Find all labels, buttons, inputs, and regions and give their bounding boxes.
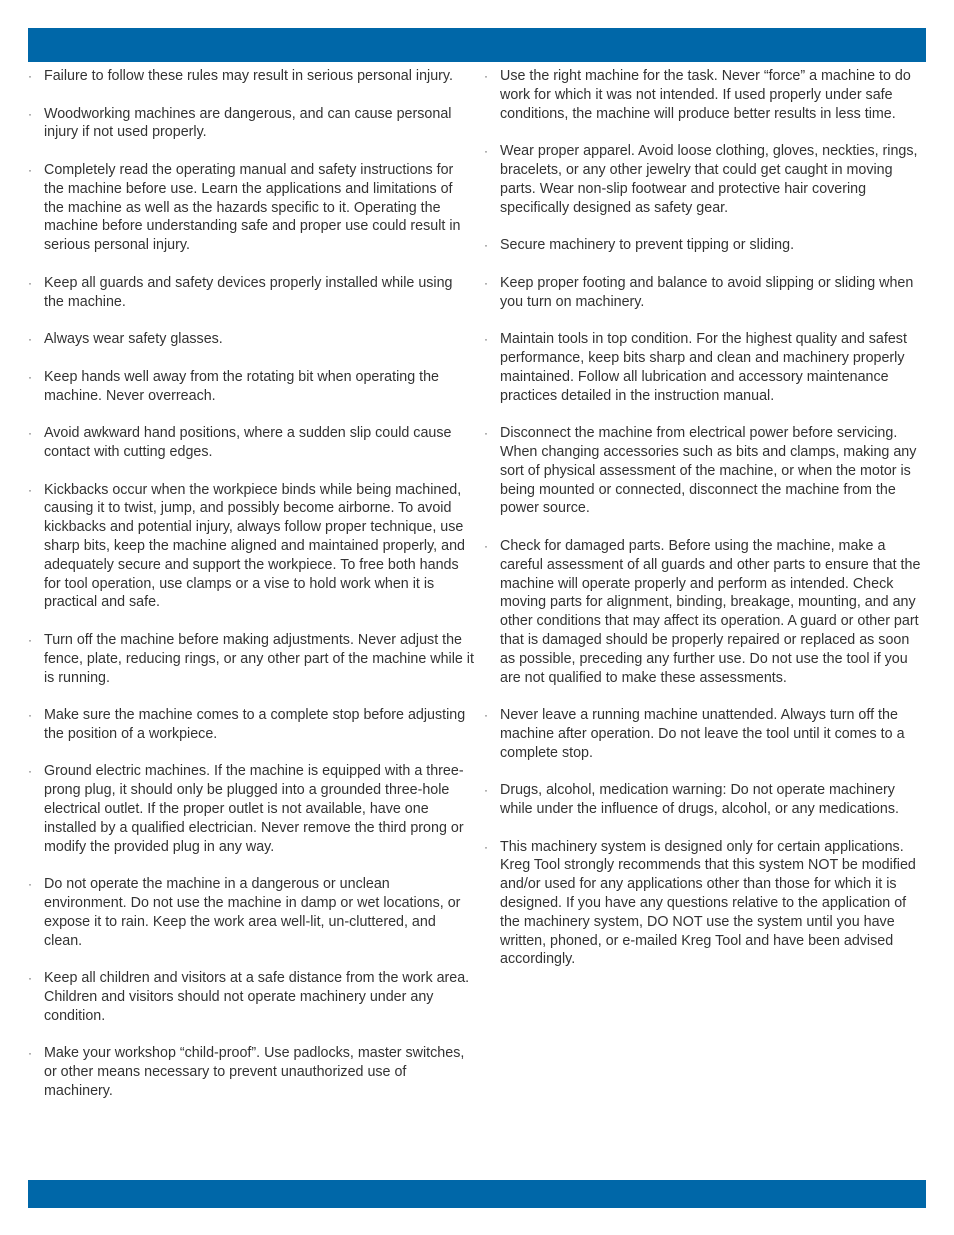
bullet-icon: ·	[28, 369, 32, 384]
safety-rule	[28, 969, 474, 1025]
safety-rule	[28, 105, 474, 143]
bullet-icon: ·	[28, 69, 32, 83]
safety-rule-text: Drugs, alcohol, medication warning: Do not operate machinery while under the influence of drugs, alcohol, or any medications.	[500, 782, 899, 818]
safety-rule	[484, 67, 928, 123]
footer-band	[28, 1180, 926, 1208]
safety-rule	[28, 481, 474, 613]
safety-rules-left-column	[28, 67, 474, 1120]
safety-rule	[28, 161, 474, 255]
bullet-icon: ·	[28, 632, 32, 647]
safety-rule-text: Disconnect the machine from electrical power before servicing. When changing accessories such as bits and clamps, making any sort of physical assessment of the machine, or when the motor is being mounted or connected, disconnect the machine from the power source.	[500, 425, 917, 517]
safety-rule-text: Failure to follow these rules may result in serious personal injury.	[44, 68, 453, 84]
safety-rule-text: Secure machinery to prevent tipping or sliding.	[500, 237, 795, 254]
bullet-icon: ·	[484, 144, 488, 159]
safety-rule-text: Woodworking machines are dangerous, and can cause personal injury if not used properly.	[44, 105, 452, 141]
bullet-icon: ·	[28, 482, 32, 497]
bullet-icon: ·	[28, 162, 32, 177]
safety-rule-text: Keep all guards and safety devices properly installed while using the machine.	[44, 274, 453, 310]
bullet-icon: ·	[484, 708, 488, 723]
safety-rule-text: Use the right machine for the task. Never “force” a machine to do work for which it was not intended. If used properly under safe conditions, the machine will produce better results in less time.	[500, 68, 911, 122]
bullet-icon: ·	[484, 275, 488, 290]
safety-rule	[28, 706, 474, 744]
safety-rule	[28, 330, 474, 349]
safety-rule-text: Kickbacks occur when the workpiece binds while being machined, causing it to twist, jump, and possibly become airborne. To avoid kickbacks and potential injury, always follow proper technique, use sharp bits, keep the machine aligned and maintained properly, and adequately secure and support the workpiece. To free both hands for tool operation, use clamps or a vise to hold work when it is practical and safe.	[44, 481, 465, 611]
safety-rule	[484, 274, 928, 312]
bullet-icon: ·	[28, 877, 32, 892]
bullet-icon: ·	[484, 783, 488, 798]
safety-rule-text: Always wear safety glasses.	[44, 331, 223, 348]
safety-rule-text: Completely read the operating manual and safety instructions for the machine before use. Learn the applications and limitations of the machine as well as the hazards specific to it. Operating the machine before understanding safe and proper use could result in serious personal injury.	[44, 161, 461, 254]
bullet-icon: ·	[484, 426, 488, 441]
safety-rule	[28, 67, 474, 86]
safety-rule	[484, 424, 928, 518]
safety-rule	[28, 424, 474, 462]
safety-rule-text: Wear proper apparel. Avoid loose clothing, gloves, neckties, rings, bracelets, or any other jewelry that could get caught in moving parts. Wear non-slip footwear and protective hair covering specifically designed as safety gear.	[500, 143, 918, 216]
bullet-icon: ·	[484, 538, 488, 553]
safety-rule	[484, 236, 928, 255]
safety-rule	[28, 368, 474, 406]
bullet-icon: ·	[28, 971, 32, 986]
safety-rules-right-column	[484, 67, 928, 988]
bullet-icon: ·	[484, 69, 488, 83]
bullet-icon: ·	[28, 1046, 32, 1061]
safety-rule-text: Ground electric machines. If the machine is equipped with a three-prong plug, it should only be plugged into a grounded three-hole electrical outlet. If the proper outlet is not available, have one installed by a qualified electrician. Never remove the third prong or modify the provided plug in any way.	[44, 763, 464, 855]
safety-rule-text: Turn off the machine before making adjustments. Never adjust the fence, plate, reducing rings, or any other part of the machine while it is running.	[44, 631, 474, 686]
bullet-icon: ·	[28, 426, 32, 441]
bullet-icon: ·	[28, 708, 32, 723]
safety-rule-text: Maintain tools in top condition. For the highest quality and safest performance, keep bits sharp and clean and machinery properly maintained. Follow all lubrication and accessory maintenance practices detailed in the instruction manual.	[500, 331, 907, 404]
safety-rule-text: Keep all children and visitors at a safe distance from the work area. Children and visitors should not operate machinery under any condition.	[44, 970, 470, 1024]
bullet-icon: ·	[484, 238, 488, 253]
header-band	[28, 28, 926, 62]
bullet-icon: ·	[484, 332, 488, 347]
bullet-icon: ·	[28, 106, 32, 121]
safety-rule	[28, 274, 474, 312]
safety-rule	[484, 838, 928, 970]
safety-rule	[484, 537, 928, 687]
safety-rule-text: Avoid awkward hand positions, where a sudden slip could cause contact with cutting edges.	[44, 425, 452, 460]
safety-rule	[484, 330, 928, 405]
safety-rule-text: Never leave a running machine unattended. Always turn off the machine after operation. Do not leave the tool until it comes to a complete stop.	[500, 707, 905, 761]
safety-rule	[28, 631, 474, 687]
bullet-icon: ·	[28, 275, 32, 290]
bullet-icon: ·	[28, 764, 32, 779]
safety-rule	[28, 1044, 474, 1100]
safety-rule	[28, 762, 474, 856]
safety-rule	[484, 781, 928, 819]
safety-rule-text: Check for damaged parts. Before using the machine, make a careful assessment of all guards and other parts to ensure that the machine will operate properly and perform as intended. Check moving parts for alignment, binding, breakage, mounting, and any other conditions that may affect its operation. A guard or other part that is damaged should be properly repaired or replaced as soon as possible, preceding any further use. Do not use the tool if you are not qualified to make these assessments.	[500, 537, 921, 686]
safety-rule-text: Make sure the machine comes to a complete stop before adjusting the position of a workpiece.	[44, 707, 466, 742]
safety-rule	[484, 706, 928, 762]
bullet-icon: ·	[28, 332, 32, 347]
safety-rule-text: Keep hands well away from the rotating bit when operating the machine. Never overreach.	[44, 368, 439, 404]
safety-rule	[484, 142, 928, 217]
safety-rule-text: Make your workshop “child-proof”. Use padlocks, master switches, or other means necessary to prevent unauthorized use of machinery.	[44, 1045, 465, 1100]
bullet-icon: ·	[484, 839, 488, 854]
safety-rule-text: Do not operate the machine in a dangerous or unclean environment. Do not use the machine in damp or wet locations, or expose it to rain. Keep the work area well-lit, un-cluttered, and clean.	[44, 876, 461, 949]
safety-rule-text: This machinery system is designed only for certain applications. Kreg Tool strongly recommends that this system NOT be modified and/or used for any applications other than those for which it is designed. If you have any questions relative to the application of the machinery system, DO NOT use the system until you have written, phoned, or e-mailed Kreg Tool and have been advised accordingly.	[500, 838, 916, 968]
safety-rule	[28, 875, 474, 950]
safety-rule-text: Keep proper footing and balance to avoid slipping or sliding when you turn on machinery.	[500, 274, 914, 310]
